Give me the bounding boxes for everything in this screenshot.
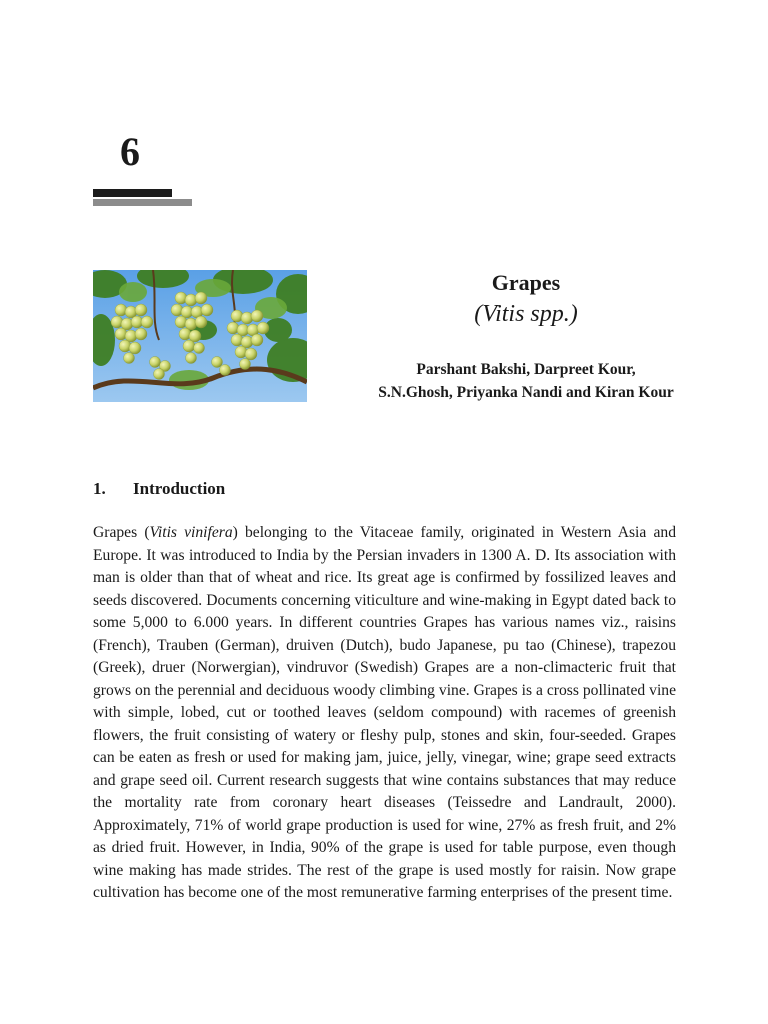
section-number: 1.	[93, 479, 106, 498]
section-heading	[93, 477, 225, 501]
section-title: Introduction	[133, 479, 226, 498]
chapter-rule-dark	[93, 189, 172, 197]
authors-line-1: Parshant Bakshi, Darpreet Kour,	[416, 361, 636, 378]
authors	[340, 358, 712, 404]
chapter-number: 6	[120, 129, 140, 174]
chapter-scientific-name: (Vitis spp.)	[474, 301, 578, 327]
paragraph-rest: ) belonging to the Vitaceae family, originated in Western Asia and Europe. It was introduced to India by the Persian invaders in 1300 A. D. Its association with man is older than that of wheat and rice. Its great age is confirmed by fossilized leaves and seeds discovered. Documents concerning viticulture and wine-making in Egypt dated back to some 5,000 to 6.000 years. In different countries Grapes has various names viz., raisins (French), Trauben (German), druiven (Dutch), budo Japanese, pu tao (Chinese), trapezou (Greek), druer (Norwergian), vindruvor (Swedish) Grapes are a non-climacteric fruit that grows on the perennial and deciduous woody climbing vine. Grapes is a cross pollinated vine with simple, lobed, cut or toothed leaves (seldom compound) with racemes of greenish flowers, the fruit consisting of watery or fleshy pulp, stones and skin, four-seeded. Grapes can be eaten as fresh or used for making jam, juice, jelly, vinegar, wine; grape seed extracts and grape seed oil. Current research suggests that wine contains substances that may reduce the mortality rate from coronary heart diseases (Teissedre and Landrault, 2000). Approximately, 71% of world grape production is used for wine, 27% as fresh fruit, and 2% as dried fruit. However, in India, 90% of the grape is used for table purpose, even though wine making has made strides. The rest of the grape is used mostly for raisin. Now grape cultivation has become one of the most remunerative farming enterprises of the present time.	[93, 524, 676, 901]
chapter-title-block	[340, 268, 712, 330]
paragraph-start: Grapes (	[93, 524, 150, 541]
chapter-title: Grapes	[491, 270, 561, 295]
species-name: Vitis vinifera	[149, 524, 233, 541]
chapter-rule-grey	[93, 199, 192, 206]
authors-line-2: S.N.Ghosh, Priyanka Nandi and Kiran Kour	[378, 384, 674, 401]
grapes-photo	[93, 270, 307, 402]
introduction-paragraph	[93, 522, 676, 905]
